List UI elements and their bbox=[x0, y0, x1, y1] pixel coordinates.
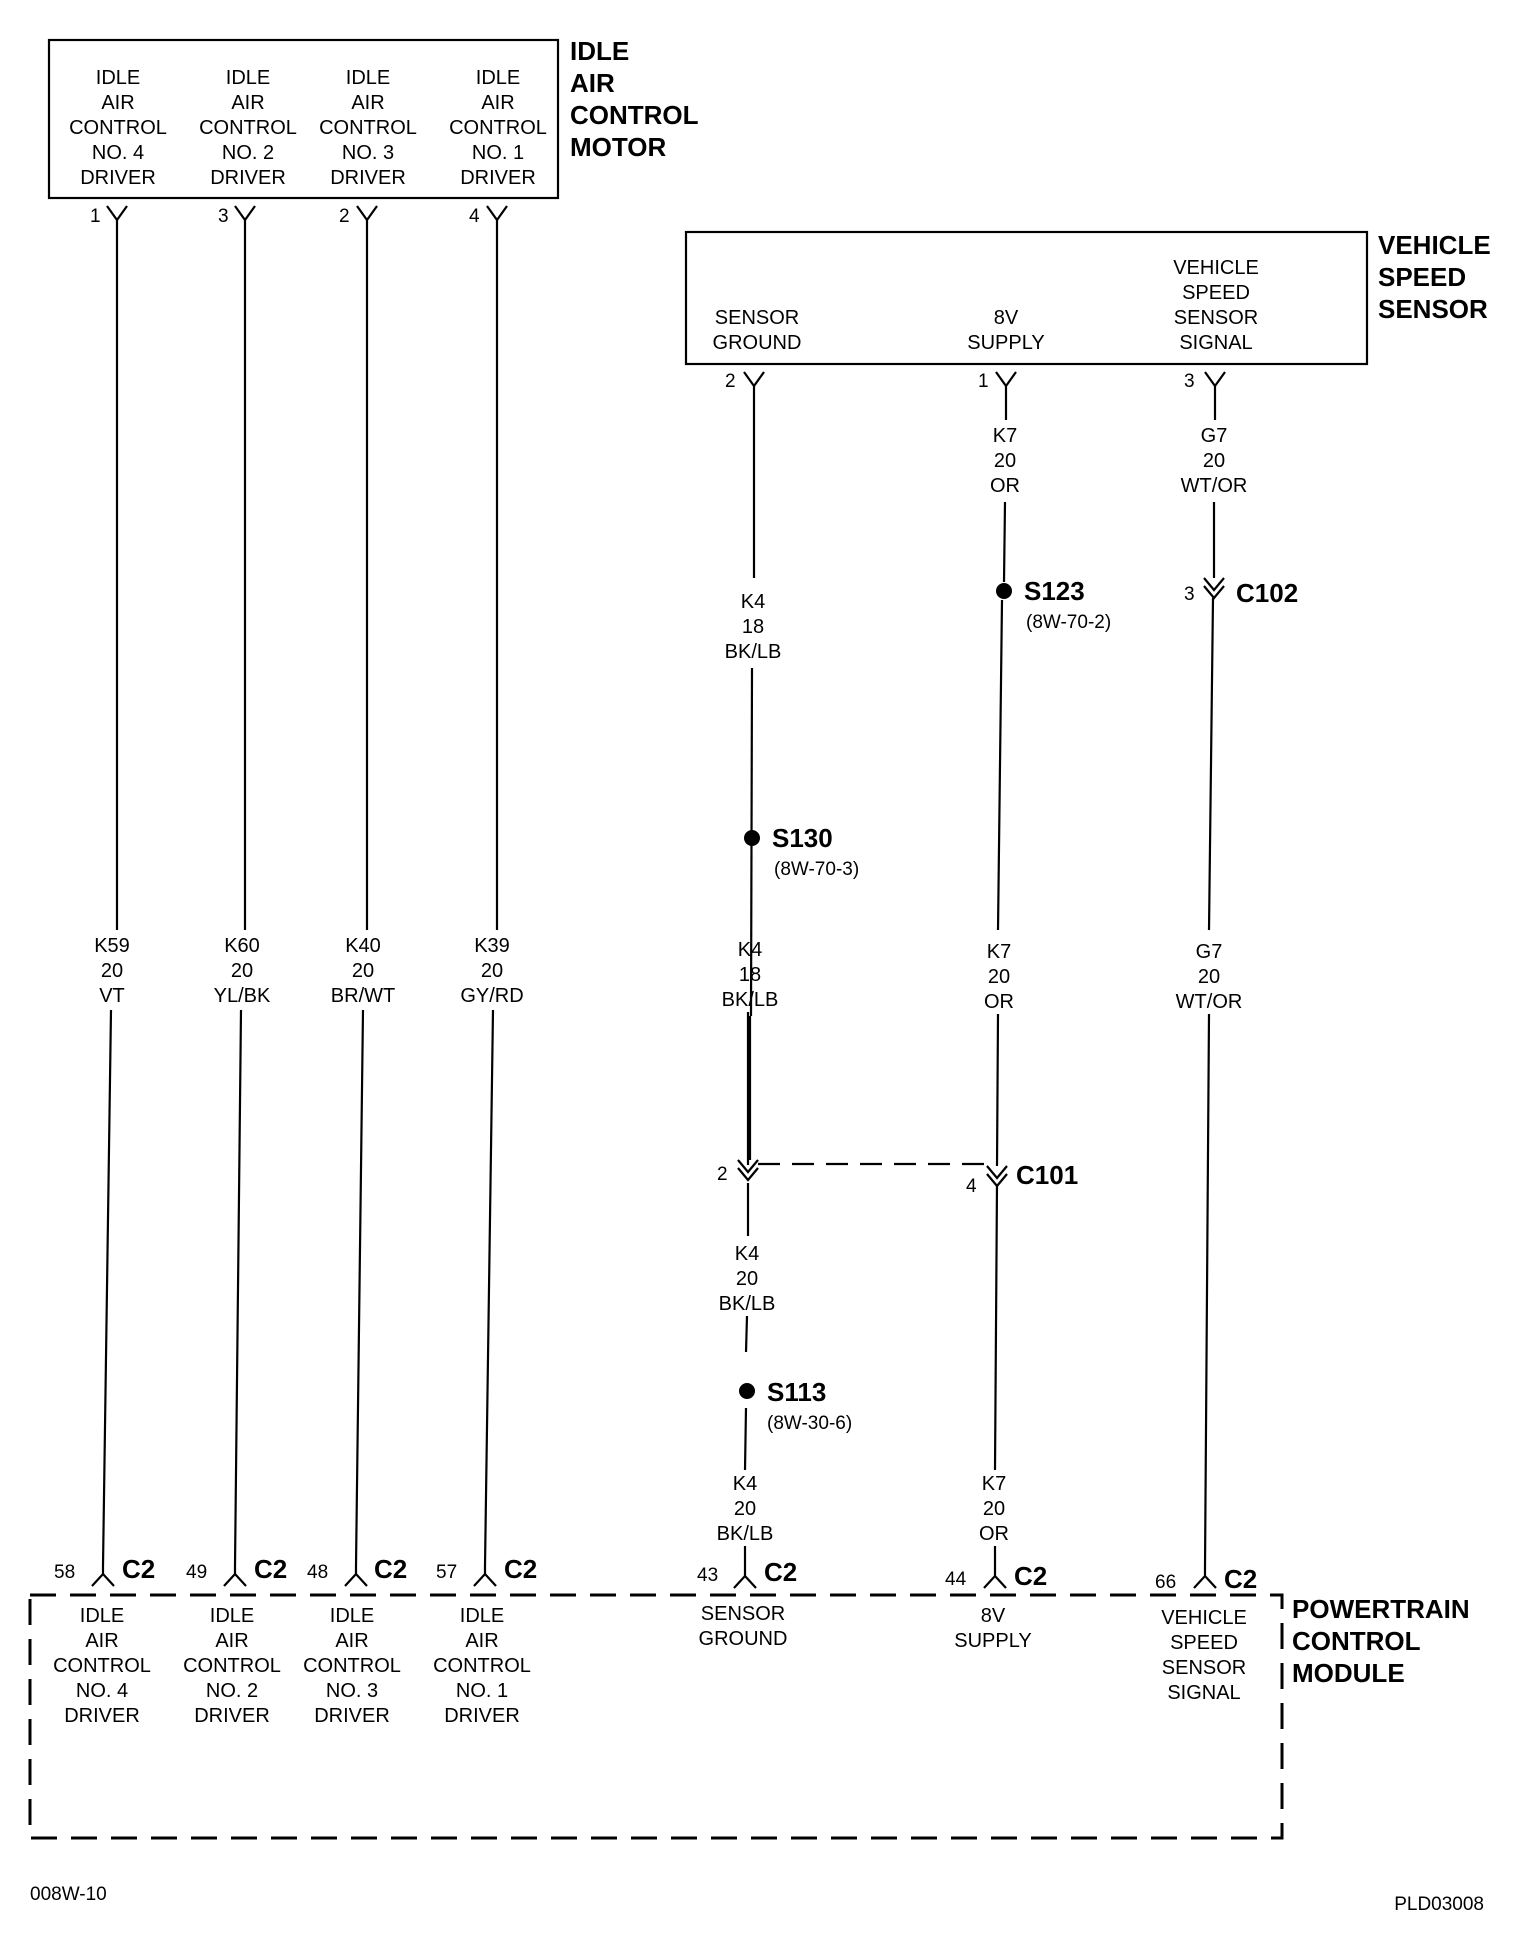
wire-code: K39 bbox=[474, 935, 510, 957]
pin-number: 57 bbox=[436, 1562, 458, 1583]
wire-label-k7-upper bbox=[990, 425, 1020, 497]
pcm-terminal-57 bbox=[436, 1554, 537, 1586]
iac-wires bbox=[94, 232, 523, 1566]
label-line: DRIVER bbox=[80, 167, 156, 189]
splice-ref: (8W-70-3) bbox=[774, 859, 860, 880]
label-line: CONTROL bbox=[449, 117, 547, 139]
label-line: IDLE bbox=[225, 67, 271, 89]
wire-code: G7 bbox=[1200, 425, 1228, 447]
wire-color: BK/LB bbox=[716, 1523, 774, 1545]
pcm-terminal-49 bbox=[186, 1554, 287, 1586]
connector-name: C2 bbox=[504, 1554, 538, 1584]
iac-motor-component bbox=[49, 36, 699, 232]
wire-color: GY/RD bbox=[460, 985, 524, 1007]
wire-code: K4 bbox=[732, 1473, 758, 1495]
pcm-cavity-label-58 bbox=[53, 1605, 151, 1727]
pin-number: 2 bbox=[717, 1164, 728, 1185]
wire-color: YL/BK bbox=[213, 985, 271, 1007]
label-line: AIR bbox=[481, 92, 515, 114]
pin-number: 43 bbox=[697, 1565, 719, 1586]
label-line: NO. 1 bbox=[471, 142, 525, 164]
connector-name: C2 bbox=[764, 1557, 798, 1587]
wire-label-k4-20-lower bbox=[717, 1473, 774, 1545]
terminal-symbol bbox=[984, 1568, 1006, 1588]
title-line: MODULE bbox=[1292, 1658, 1405, 1688]
wire-gauge: 18 bbox=[738, 964, 762, 986]
splice-dot bbox=[739, 1383, 755, 1399]
title-line: SPEED bbox=[1378, 262, 1467, 292]
pcm-component bbox=[30, 1554, 1470, 1838]
label-line: CONTROL bbox=[69, 117, 167, 139]
pin-number: 4 bbox=[966, 1176, 977, 1197]
terminal-symbol bbox=[235, 206, 255, 232]
wire-code: G7 bbox=[1195, 941, 1223, 963]
pin-number: 3 bbox=[218, 206, 229, 227]
label-line: DRIVER bbox=[330, 167, 406, 189]
pin-number: 1 bbox=[978, 371, 989, 392]
label-line: AIR bbox=[101, 92, 135, 114]
wire-label-k59 bbox=[94, 935, 130, 1007]
label-line: IDLE bbox=[329, 1605, 375, 1627]
terminal-symbol bbox=[487, 206, 507, 232]
label-line: DRIVER bbox=[314, 1705, 390, 1727]
vss-cavity-label-2 bbox=[713, 307, 802, 354]
wire-label-k7-lower bbox=[979, 1473, 1009, 1545]
pin-number: 49 bbox=[186, 1562, 208, 1583]
pcm-terminal-66 bbox=[1155, 1564, 1257, 1594]
pin-number: 2 bbox=[725, 371, 736, 392]
label-line: CONTROL bbox=[303, 1655, 401, 1677]
pcm-cavity-label-44 bbox=[954, 1605, 1031, 1652]
label-line: GROUND bbox=[712, 332, 802, 354]
splice-name: S130 bbox=[772, 823, 833, 853]
splice-s113 bbox=[739, 1377, 852, 1434]
connector-name: C2 bbox=[1224, 1564, 1258, 1594]
label-line: NO. 4 bbox=[75, 1680, 129, 1702]
wire-color: BK/LB bbox=[721, 989, 779, 1011]
title-line: IDLE bbox=[570, 36, 630, 66]
wire-code: K4 bbox=[734, 1243, 760, 1265]
label-line: VEHICLE bbox=[1161, 1607, 1247, 1629]
wire-label-k4-18-upper bbox=[725, 591, 782, 663]
pin-number: 4 bbox=[469, 206, 480, 227]
wire-gauge: 20 bbox=[1197, 966, 1221, 988]
wire-gauge: 20 bbox=[735, 1268, 759, 1290]
wire-g7 bbox=[1205, 1014, 1209, 1568]
vss-title bbox=[1378, 230, 1491, 324]
label-line: IDLE bbox=[79, 1605, 125, 1627]
title-line: POWERTRAIN bbox=[1292, 1594, 1470, 1624]
connector-name: C2 bbox=[254, 1554, 288, 1584]
label-line: DRIVER bbox=[64, 1705, 140, 1727]
label-line: SENSOR bbox=[1173, 307, 1259, 329]
figure-code: 008W-10 bbox=[30, 1884, 107, 1905]
label-line: AIR bbox=[231, 92, 265, 114]
label-line: SIGNAL bbox=[1167, 1682, 1241, 1704]
wire-k40 bbox=[356, 1010, 363, 1566]
title-line: CONTROL bbox=[570, 100, 699, 130]
wire-code: K40 bbox=[345, 935, 381, 957]
wire-label-k60 bbox=[214, 935, 271, 1007]
label-line: DRIVER bbox=[444, 1705, 520, 1727]
pcm-cavity-label-49 bbox=[183, 1605, 281, 1727]
label-line: SPEED bbox=[1170, 1632, 1238, 1654]
iac-cavity-label-2 bbox=[319, 67, 417, 189]
label-line: VEHICLE bbox=[1173, 257, 1259, 279]
vss-cavity-label-1 bbox=[967, 307, 1044, 354]
terminal-symbol bbox=[224, 1566, 246, 1586]
wire-color: OR bbox=[990, 475, 1020, 497]
connector-name: C101 bbox=[1016, 1160, 1079, 1190]
label-line: DRIVER bbox=[210, 167, 286, 189]
label-line: AIR bbox=[465, 1630, 499, 1652]
wire-k7 bbox=[995, 1184, 997, 1470]
wire-gauge: 20 bbox=[230, 960, 254, 982]
pcm-terminal-58 bbox=[54, 1554, 155, 1586]
splice-dot bbox=[996, 583, 1012, 599]
vss-cavity-label-3 bbox=[1173, 257, 1259, 354]
title-line: CONTROL bbox=[1292, 1626, 1421, 1656]
terminal-symbol bbox=[744, 372, 764, 398]
pin-number: 2 bbox=[339, 206, 350, 227]
inline-connector-symbol bbox=[1204, 578, 1224, 598]
wire-label-k40 bbox=[331, 935, 395, 1007]
label-line: CONTROL bbox=[183, 1655, 281, 1677]
wire-k4 bbox=[745, 1408, 746, 1470]
label-line: SIGNAL bbox=[1179, 332, 1253, 354]
label-line: SENSOR bbox=[1161, 1657, 1247, 1679]
terminal-symbol bbox=[345, 1566, 367, 1586]
label-line: SENSOR bbox=[714, 307, 800, 329]
wire-code: K4 bbox=[740, 591, 766, 613]
pcm-terminal-43 bbox=[697, 1557, 797, 1588]
wire-k7 bbox=[1004, 502, 1005, 582]
wire-code: K60 bbox=[224, 935, 260, 957]
wire-gauge: 20 bbox=[993, 450, 1017, 472]
wire-gauge: 20 bbox=[733, 1498, 757, 1520]
label-line: GROUND bbox=[698, 1628, 788, 1650]
terminal-symbol bbox=[734, 1568, 756, 1588]
label-line: IDLE bbox=[345, 67, 391, 89]
connector-c101 bbox=[717, 1160, 1078, 1197]
label-line: CONTROL bbox=[433, 1655, 531, 1677]
wire-gauge: 18 bbox=[741, 616, 765, 638]
wire-gauge: 20 bbox=[480, 960, 504, 982]
wire-label-k4-20-upper bbox=[719, 1243, 776, 1315]
title-line: AIR bbox=[570, 68, 615, 98]
wire-label-g7-upper bbox=[1181, 425, 1248, 497]
wire-k7 bbox=[998, 600, 1002, 930]
pcm-cavity-label-43 bbox=[699, 1603, 788, 1650]
iac-motor-title bbox=[570, 36, 699, 162]
wire-label-k7-middle bbox=[984, 941, 1014, 1013]
vss-component bbox=[686, 230, 1491, 398]
wire-label-k39 bbox=[460, 935, 523, 1007]
wire-color: OR bbox=[984, 991, 1014, 1013]
wire-gauge: 20 bbox=[987, 966, 1011, 988]
pcm-title bbox=[1292, 1594, 1470, 1688]
wire-gauge: 20 bbox=[1202, 450, 1226, 472]
connector-name: C2 bbox=[374, 1554, 408, 1584]
iac-cavity-label-1 bbox=[69, 67, 167, 189]
wire-color: BK/LB bbox=[718, 1293, 776, 1315]
splice-s130 bbox=[744, 823, 859, 880]
terminal-symbol bbox=[107, 206, 127, 232]
wire-k60 bbox=[235, 1010, 241, 1566]
wire-color: OR bbox=[979, 1523, 1009, 1545]
pcm-cavity-label-66 bbox=[1161, 1607, 1247, 1704]
label-line: CONTROL bbox=[319, 117, 417, 139]
connector-c102 bbox=[1184, 578, 1298, 608]
label-line: IDLE bbox=[209, 1605, 255, 1627]
wire-code: K7 bbox=[986, 941, 1012, 963]
terminal-symbol bbox=[1194, 1568, 1216, 1588]
wire-label-g7-lower bbox=[1176, 941, 1243, 1013]
pcm-cavity-label-57 bbox=[433, 1605, 531, 1727]
label-line: IDLE bbox=[459, 1605, 505, 1627]
splice-name: S113 bbox=[767, 1377, 827, 1407]
title-line: VEHICLE bbox=[1378, 230, 1491, 260]
wire-k59 bbox=[103, 1010, 111, 1566]
pcm-cavity-label-48 bbox=[303, 1605, 401, 1727]
wire-color: BR/WT bbox=[330, 985, 396, 1007]
label-line: SUPPLY bbox=[954, 1630, 1032, 1652]
connector-name: C102 bbox=[1236, 578, 1299, 608]
wire-k39 bbox=[485, 1010, 493, 1566]
wire-k7 bbox=[997, 1014, 998, 1166]
terminal-symbol bbox=[92, 1566, 114, 1586]
wire-color: WT/OR bbox=[1180, 475, 1248, 497]
wire-code: K7 bbox=[981, 1473, 1007, 1495]
terminal-symbol bbox=[996, 372, 1016, 398]
wire-color: VT bbox=[99, 985, 125, 1007]
wire-color: BK/LB bbox=[724, 641, 782, 663]
sensor-ground-circuit bbox=[717, 398, 860, 1568]
label-line: NO. 3 bbox=[325, 1680, 379, 1702]
terminal-symbol bbox=[1205, 372, 1225, 398]
wire-code: K59 bbox=[94, 935, 130, 957]
title-line: SENSOR bbox=[1378, 294, 1488, 324]
wire-g7 bbox=[1209, 598, 1213, 930]
connector-name: C2 bbox=[1014, 1561, 1048, 1591]
pin-number: 48 bbox=[307, 1562, 329, 1583]
8v-supply-circuit bbox=[979, 398, 1111, 1568]
splice-s123 bbox=[996, 576, 1111, 633]
label-line: IDLE bbox=[95, 67, 141, 89]
label-line: 8V bbox=[993, 307, 1019, 329]
pin-number: 66 bbox=[1155, 1572, 1177, 1593]
label-line: NO. 2 bbox=[221, 142, 275, 164]
label-line: NO. 1 bbox=[455, 1680, 509, 1702]
label-line: AIR bbox=[335, 1630, 369, 1652]
terminal-symbol bbox=[474, 1566, 496, 1586]
iac-cavity-label-3 bbox=[199, 67, 297, 189]
terminal-symbol bbox=[357, 206, 377, 232]
label-line: CONTROL bbox=[199, 117, 297, 139]
label-line: 8V bbox=[980, 1605, 1006, 1627]
label-line: NO. 4 bbox=[91, 142, 145, 164]
wire-gauge: 20 bbox=[982, 1498, 1006, 1520]
wire-label-k4-18-lower bbox=[722, 939, 779, 1011]
label-line: IDLE bbox=[475, 67, 521, 89]
pin-number: 58 bbox=[54, 1562, 76, 1583]
label-line: NO. 2 bbox=[205, 1680, 259, 1702]
connector-name: C2 bbox=[122, 1554, 156, 1584]
vss-signal-circuit bbox=[1176, 398, 1298, 1568]
pin-number: 3 bbox=[1184, 371, 1195, 392]
title-line: MOTOR bbox=[570, 132, 667, 162]
label-line: AIR bbox=[351, 92, 385, 114]
wire-k4 bbox=[746, 1316, 747, 1352]
pin-number: 44 bbox=[945, 1569, 967, 1590]
splice-ref: (8W-70-2) bbox=[1026, 612, 1112, 633]
pin-number: 1 bbox=[90, 206, 101, 227]
label-line: NO. 3 bbox=[341, 142, 395, 164]
label-line: SUPPLY bbox=[967, 332, 1045, 354]
pcm-terminal-44 bbox=[945, 1561, 1047, 1591]
wire-code: K4 bbox=[737, 939, 763, 961]
wire-gauge: 20 bbox=[100, 960, 124, 982]
label-line: DRIVER bbox=[460, 167, 536, 189]
wire-code: K7 bbox=[992, 425, 1018, 447]
label-line: SENSOR bbox=[700, 1603, 786, 1625]
wire-gauge: 20 bbox=[351, 960, 375, 982]
splice-dot bbox=[744, 830, 760, 846]
pin-number: 3 bbox=[1184, 584, 1195, 605]
inline-connector-symbol bbox=[987, 1166, 1007, 1186]
label-line: DRIVER bbox=[194, 1705, 270, 1727]
label-line: AIR bbox=[85, 1630, 119, 1652]
wire-color: WT/OR bbox=[1175, 991, 1243, 1013]
figure-id: PLD03008 bbox=[1394, 1894, 1484, 1915]
splice-ref: (8W-30-6) bbox=[767, 1413, 853, 1434]
label-line: AIR bbox=[215, 1630, 249, 1652]
splice-name: S123 bbox=[1024, 576, 1085, 606]
label-line: SPEED bbox=[1182, 282, 1250, 304]
iac-cavity-label-4 bbox=[449, 67, 547, 189]
label-line: CONTROL bbox=[53, 1655, 151, 1677]
